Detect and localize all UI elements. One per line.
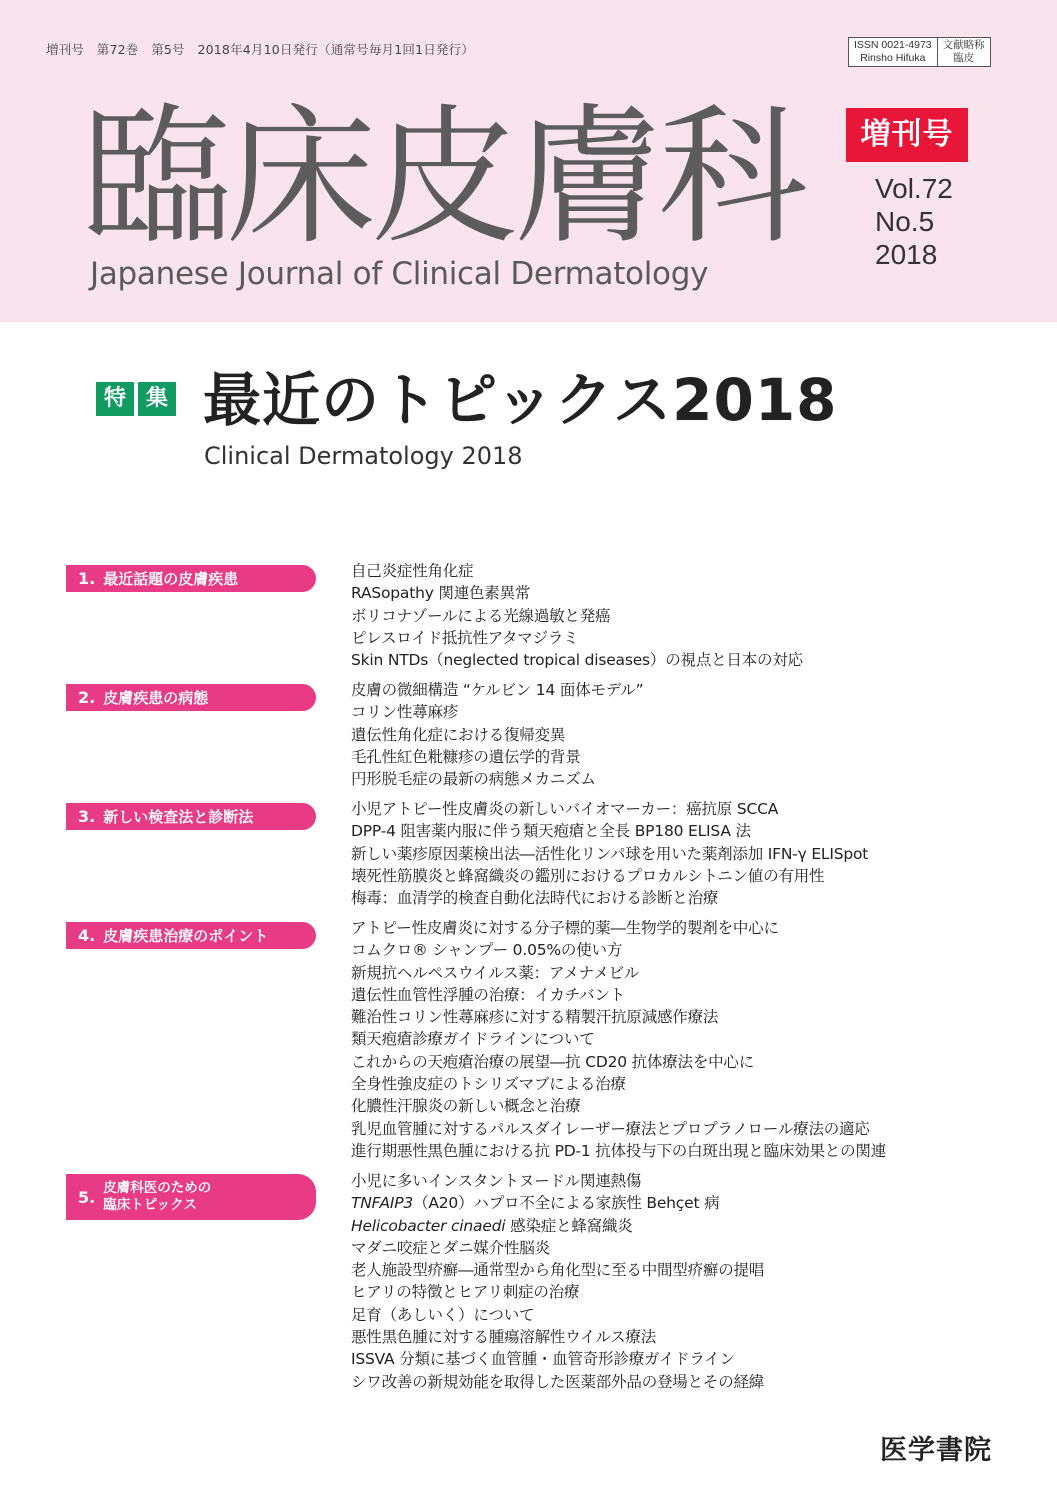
topic-item: 自己炎症性角化症 <box>351 562 474 580</box>
topic-item: 難治性コリン性蕁麻疹に対する精製汗抗原減感作療法 <box>351 1008 719 1027</box>
journal-romaji: Rinsho Hifuka <box>860 52 926 64</box>
abbr-label: 文献略称 <box>942 39 985 51</box>
section-title: 新しい検査法と診断法 <box>103 808 254 826</box>
issue-number: No.5 <box>875 206 935 237</box>
topic-item: 老人施設型疥癬―通常型から角化型に至る中間型疥癬の提唱 <box>351 1261 765 1280</box>
issue-year: 2018 <box>875 239 938 270</box>
topic-item: ヒアリの特徴とヒアリ刺症の治療 <box>351 1283 580 1302</box>
extra-issue-badge: 増刊号 <box>846 108 968 162</box>
section-number: 1. <box>78 569 96 588</box>
issn-box <box>848 37 991 67</box>
issn-number: ISSN 0021-4973 <box>854 39 932 51</box>
topic-item: ISSVA 分類に基づく血管腫・血管奇形診療ガイドライン <box>351 1350 735 1369</box>
topic-item: 遺伝性角化症における復帰変異 <box>351 725 566 744</box>
issue-line: 増刊号 第72巻 第5号 2018年4月10日発行（通常号毎月1回1日発行） <box>46 42 475 57</box>
topic-item: 進行期悪性黒色腫における抗 PD-1 抗体投与下の白斑出現と臨床効果との関連 <box>351 1141 886 1160</box>
topic-item: 乳児血管腫に対するパルスダイレーザー療法とプロプラノロール療法の適応 <box>351 1119 870 1138</box>
topic-item: 壊死性筋膜炎と蜂窩織炎の鑑別におけるプロカルシトニン値の有用性 <box>351 866 825 885</box>
topic-item: 皮膚の微細構造 “ケルビン 14 面体モデル” <box>351 681 644 699</box>
topic-item: TNFAIP3（A20）ハプロ不全による家族性 Behçet 病 <box>351 1194 720 1213</box>
section-title: 皮膚疾患治療のポイント <box>103 927 269 945</box>
topic-item: 円形脱毛症の最新の病態メカニズム <box>351 770 596 789</box>
volume: Vol.72 <box>875 173 953 204</box>
abbr-cell <box>937 38 990 66</box>
topic-item: コリン性蕁麻疹 <box>351 703 459 722</box>
topic-list-2 <box>351 679 1041 790</box>
topic-item: 新規抗ヘルペスウイルス薬：アメナメビル <box>351 963 640 982</box>
topic-item: シワ改善の新規効能を取得した医薬部外品の登場とその経緯 <box>351 1372 765 1391</box>
section-title <box>103 1180 211 1214</box>
volume-block <box>875 172 953 271</box>
topic-item: 小児に多いインスタントヌードル関連熱傷 <box>351 1172 642 1190</box>
abbr-value: 臨皮 <box>953 52 975 64</box>
topic-item: 新しい薬疹原因薬検出法―活性化リンパ球を用いた薬剤添加 IFN-γ ELISpot <box>351 844 869 863</box>
topic-item: 化膿性汗腺炎の新しい概念と治療 <box>351 1097 581 1116</box>
topic-item: 小児アトピー性皮膚炎の新しいバイオマーカー：癌抗原 SCCA <box>351 800 779 818</box>
section-number: 2. <box>78 688 96 707</box>
section-number: 4. <box>78 926 96 945</box>
section-title-line: 臨床トピックス <box>103 1197 198 1213</box>
topic-item: ボリコナゾールによる光線過敏と発癌 <box>351 606 611 625</box>
section-label-3 <box>66 803 316 830</box>
topic-item: 全身性強皮症のトシリズマブによる治療 <box>351 1075 626 1094</box>
topic-item: RASopathy 関連色素異常 <box>351 584 531 603</box>
topic-item: 毛孔性紅色粃糠疹の遺伝学的背景 <box>351 747 581 766</box>
feature-tag <box>96 382 176 416</box>
section-title-line: 皮膚科医のための <box>103 1180 212 1196</box>
section-label-1 <box>66 565 316 592</box>
topic-item: 悪性黒色腫に対する腫瘍溶解性ウイルス療法 <box>351 1328 657 1347</box>
topic-item: マダニ咬症とダニ媒介性脳炎 <box>351 1238 550 1257</box>
journal-title-english: Japanese Journal of Clinical Dermatology <box>90 256 709 292</box>
section-label-2 <box>66 684 316 711</box>
topic-list-1 <box>351 560 1041 671</box>
topic-item: ピレスロイド抵抗性アタマジラミ <box>351 628 579 647</box>
issn-cell <box>849 38 937 66</box>
topic-item: アトピー性皮膚炎に対する分子標的薬―生物学的製剤を中心に <box>351 919 779 937</box>
feature-subtitle-english: Clinical Dermatology 2018 <box>204 442 523 470</box>
section-number: 5. <box>78 1187 96 1207</box>
feature-tag-char: 特 <box>96 382 134 416</box>
topic-item: これからの天疱瘡治療の展望―抗 CD20 抗体療法を中心に <box>351 1052 755 1071</box>
feature-title: 最近のトピックス2018 <box>203 366 838 434</box>
journal-title: 臨床皮膚科 <box>82 91 803 265</box>
topic-list-4 <box>351 917 1041 1162</box>
topic-item: Helicobacter cinaedi 感染症と蜂窩織炎 <box>351 1216 633 1235</box>
feature-tag-char: 集 <box>138 382 176 416</box>
topic-list-5 <box>351 1170 1041 1393</box>
topic-item: 梅毒：血清学的検査自動化法時代における診断と治療 <box>351 889 719 908</box>
topic-item: 遺伝性血管性浮腫の治療：イカチバント <box>351 985 626 1004</box>
section-label-5 <box>66 1174 316 1220</box>
topic-item: 足育（あしいく）について <box>351 1305 535 1324</box>
topic-item: 類天疱瘡診療ガイドラインについて <box>351 1030 595 1049</box>
topic-item: コムクロ® シャンプー 0.05%の使い方 <box>351 941 623 960</box>
section-label-4 <box>66 922 316 949</box>
section-title: 最近話題の皮膚疾患 <box>103 570 239 588</box>
topic-item: DPP-4 阻害薬内服に伴う類天疱瘡と全長 BP180 ELISA 法 <box>351 822 751 841</box>
publisher-name: 医学書院 <box>880 1435 992 1466</box>
section-title: 皮膚疾患の病態 <box>103 689 209 707</box>
topic-list-3 <box>351 798 1041 909</box>
section-number: 3. <box>78 807 96 826</box>
topic-item: Skin NTDs（neglected tropical diseases）の視点と日本の対応 <box>351 651 803 670</box>
